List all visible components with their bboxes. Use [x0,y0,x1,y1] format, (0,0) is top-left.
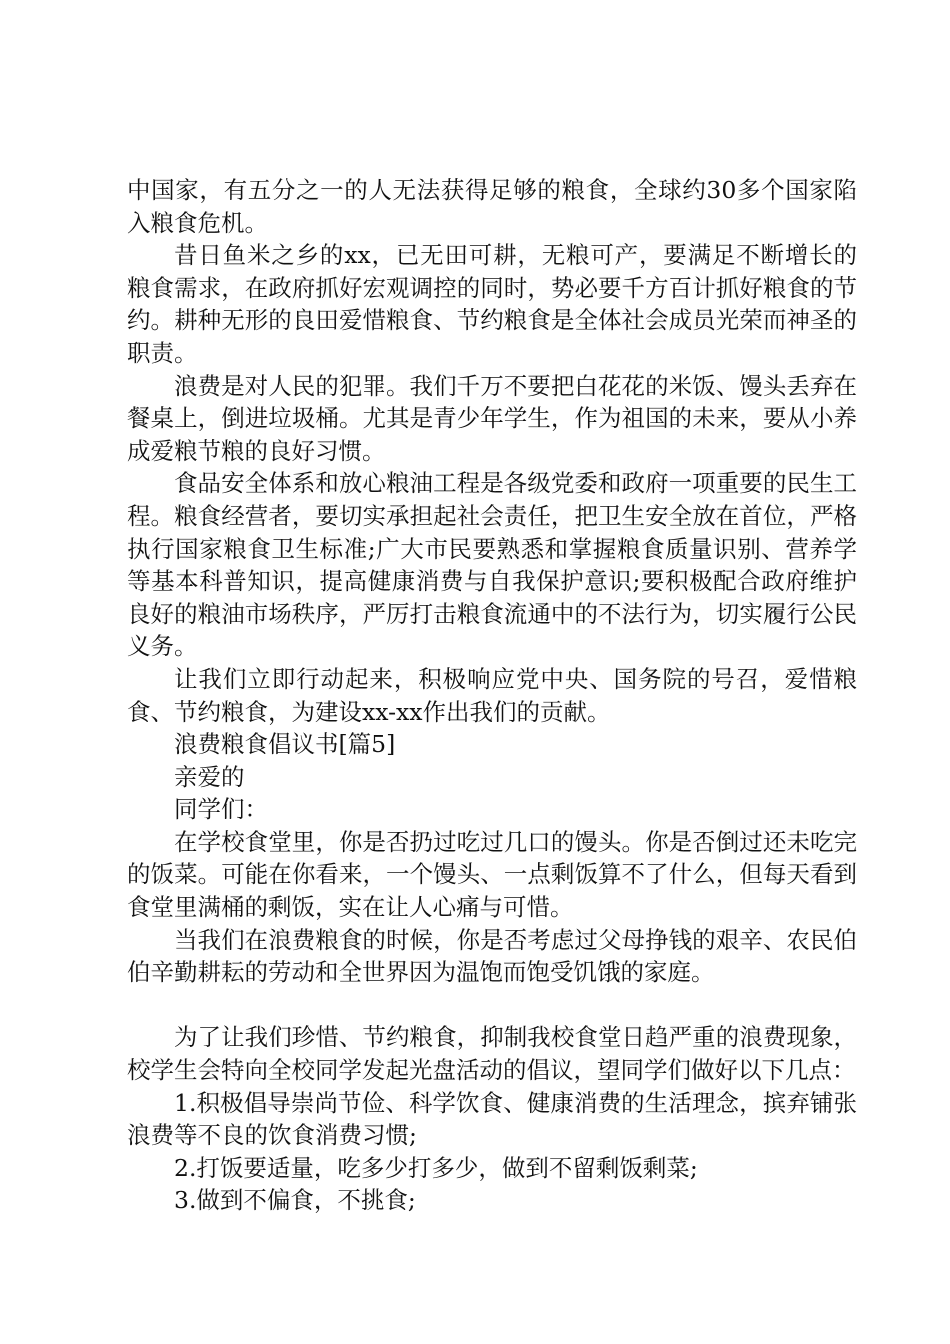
paragraph-food-safety: 食品安全体系和放心粮油工程是各级党委和政府一项重要的民生工程。粮食经营者，要切实承担起社会责任，把卫生安全放在首位，严格执行国家粮食卫生标准;广大市民要熟悉和掌握粮食质量识别、营养学等基本科普知识，提高健康消费与自我保护意识;要积极配合政府维护良好的粮油市场秩序，严厉打击粮食流通中的不法行为，切实履行公民义务。 [127,469,857,661]
document-body [127,174,857,1217]
paragraph-parents-farmers: 当我们在浪费粮食的时候，你是否考虑过父母挣钱的艰辛、农民伯伯辛勤耕耘的劳动和全世界因为温饱而饱受饥饿的家庭。 [127,925,857,987]
paragraph-initiative: 为了让我们珍惜、节约粮食，抑制我校食堂日趋严重的浪费现象，校学生会特向全校同学发起光盘活动的倡议，望同学们做好以下几点： [127,1023,857,1085]
list-item-3: 3.做到不偏食，不挑食; [174,1186,416,1215]
blank-line [127,989,857,1022]
salutation-line-2: 同学们： [174,795,268,824]
paragraph-canteen: 在学校食堂里，你是否扔过吃过几口的馒头。你是否倒过还未吃完的饭菜。可能在你看来，一个馒头、一点剩饭算不了什么，但每天看到食堂里满桶的剩饭，实在让人心痛与可惜。 [127,827,857,922]
paragraph-continuation: 中国家，有五分之一的人无法获得足够的粮食，全球约30多个国家陷入粮食危机。 [127,176,857,237]
section-heading: 浪费粮食倡议书[篇5] [174,730,396,759]
list-item-2: 2.打饭要适量，吃多少打多少，做到不留剩饭剩菜; [174,1153,698,1182]
paragraph-fish-rice-hometown: 昔日鱼米之乡的xx，已无田可耕，无粮可产，要满足不断增长的粮食需求，在政府抓好宏观调控的同时，势必要千方百计抓好粮食的节约。耕种无形的良田爱惜粮食、节约粮食是全体社会成员光荣而神圣的职责。 [127,241,857,367]
salutation-line-1: 亲爱的 [174,762,245,791]
list-item-1: 1.积极倡导崇尚节俭、科学饮食、健康消费的生活理念，摈弃铺张浪费等不良的饮食消费习惯; [127,1088,857,1150]
paragraph-call-to-action: 让我们立即行动起来，积极响应党中央、国务院的号召，爱惜粮食、节约粮食，为建设xx-xx作出我们的贡献。 [127,664,857,726]
paragraph-waste-is-crime: 浪费是对人民的犯罪。我们千万不要把白花花的米饭、馒头丢弃在餐桌上，倒进垃圾桶。尤其是青少年学生，作为祖国的未来，要从小养成爱粮节粮的良好习惯。 [127,371,857,465]
